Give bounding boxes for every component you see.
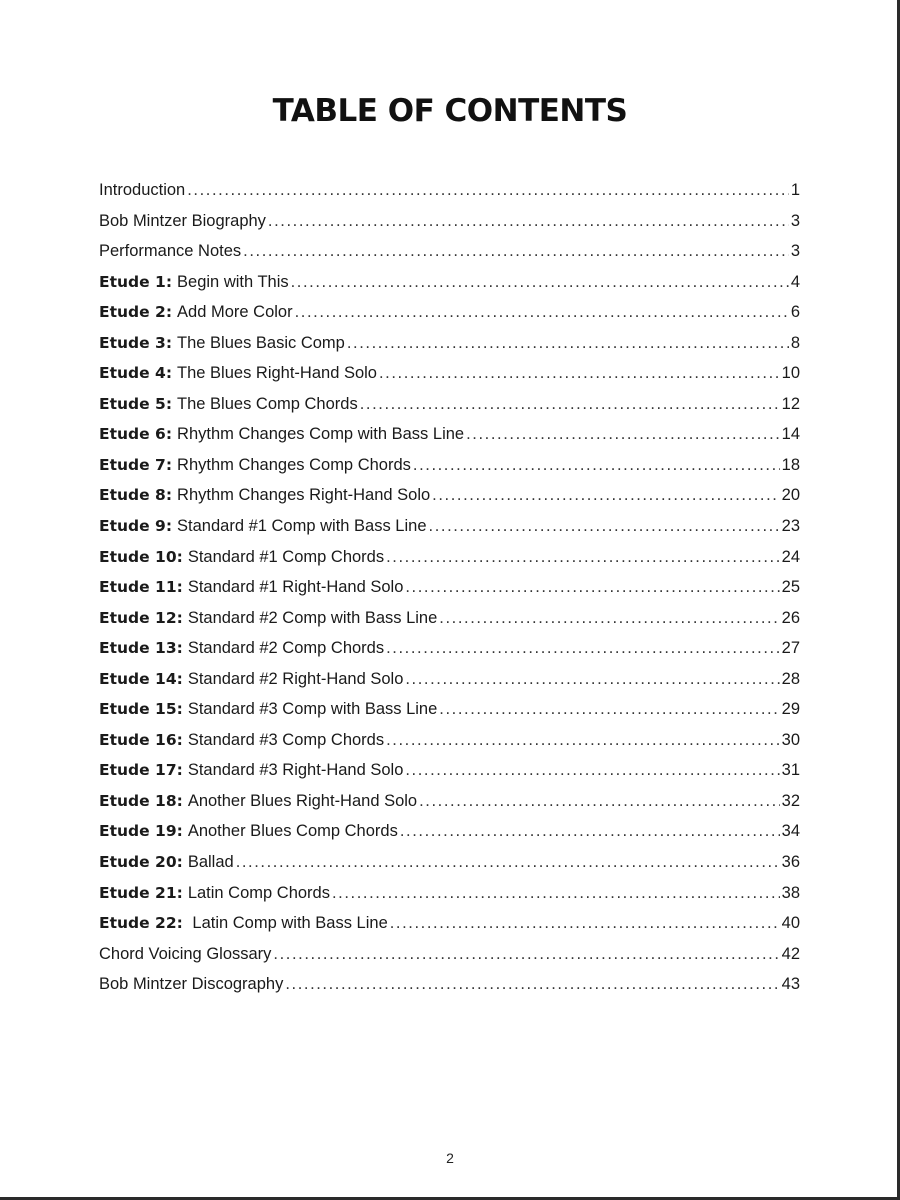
toc-dot-leader [413, 452, 780, 478]
toc-entry-label [99, 177, 185, 203]
toc-entry-page-number: 28 [781, 669, 800, 688]
toc-dot-leader [379, 360, 780, 386]
toc-entry[interactable] [99, 452, 800, 483]
toc-entry-label [99, 482, 430, 508]
toc-entry-title: Latin Comp with Bass Line [187, 914, 388, 933]
toc-entry-page-number: 30 [781, 730, 800, 749]
toc-entry-label [99, 421, 464, 447]
toc-entry[interactable] [99, 238, 800, 269]
toc-dot-leader [390, 910, 780, 936]
page-number: 2 [446, 1150, 454, 1166]
toc-entry-title: The Blues Basic Comp [177, 333, 345, 352]
toc-entry-label [99, 696, 437, 722]
toc-entry[interactable] [99, 727, 800, 758]
toc-entry-label [99, 849, 234, 875]
toc-entry-label [99, 452, 411, 478]
toc-dot-leader [243, 238, 789, 264]
toc-entry-etude-number: Etude 21: [99, 883, 183, 902]
toc-entry[interactable] [99, 208, 800, 239]
toc-entry[interactable] [99, 177, 800, 208]
toc-entry[interactable] [99, 971, 800, 1002]
toc-entry-etude-number: Etude 3: [99, 333, 173, 352]
toc-entry[interactable] [99, 849, 800, 880]
toc-dot-leader [187, 177, 789, 203]
toc-entry-etude-number: Etude 7: [99, 455, 173, 474]
toc-entry-title: The Blues Comp Chords [177, 394, 358, 413]
toc-entry-label [99, 513, 427, 539]
toc-entry-title: Begin with This [177, 272, 289, 291]
toc-entry-title: Another Blues Comp Chords [187, 822, 398, 841]
toc-entry-title: Standard #3 Right-Hand Solo [187, 761, 404, 780]
toc-entry-page-number: 32 [781, 791, 800, 810]
toc-entry-page-number: 40 [781, 914, 800, 933]
toc-entry-etude-number: Etude 13: [99, 639, 183, 658]
toc-entry[interactable] [99, 818, 800, 849]
toc-entry-page-number: 24 [781, 547, 800, 566]
toc-entry-etude-number: Etude 6: [99, 425, 173, 444]
toc-entry-page-number: 42 [781, 944, 800, 963]
toc-entry-page-number: 6 [790, 303, 800, 322]
toc-dot-leader [419, 788, 780, 814]
toc-entry-label [99, 910, 388, 936]
toc-entry-page-number: 26 [781, 608, 800, 627]
toc-entry-page-number: 36 [781, 853, 800, 872]
toc-entry-label [99, 360, 377, 386]
toc-entry-title: Another Blues Right-Hand Solo [187, 791, 418, 810]
toc-entry[interactable] [99, 482, 800, 513]
toc-entry-page-number: 18 [781, 455, 800, 474]
toc-entry-label [99, 269, 289, 295]
toc-entry-title: Standard #2 Comp with Bass Line [187, 608, 438, 627]
toc-entry[interactable] [99, 696, 800, 727]
toc-dot-leader [386, 727, 780, 753]
toc-entry-label [99, 635, 384, 661]
toc-entry-title: Add More Color [177, 303, 293, 322]
toc-entry-etude-number: Etude 12: [99, 608, 183, 627]
toc-entry-title: Rhythm Changes Comp Chords [177, 455, 411, 474]
toc-entry[interactable] [99, 941, 800, 972]
toc-entry-label [99, 544, 384, 570]
toc-entry-label [99, 727, 384, 753]
toc-entry-title: Standard #2 Right-Hand Solo [187, 669, 404, 688]
toc-entry-etude-number: Etude 5: [99, 394, 173, 413]
toc-entry[interactable] [99, 910, 800, 941]
toc-entry-page-number: 27 [781, 639, 800, 658]
toc-entry-page-number: 34 [781, 822, 800, 841]
toc-entry-title: Standard #3 Comp Chords [187, 730, 385, 749]
toc-entry[interactable] [99, 513, 800, 544]
toc-entry-etude-number: Etude 17: [99, 761, 183, 780]
toc-entry-label [99, 971, 283, 997]
toc-dot-leader [360, 391, 780, 417]
toc-entry-label [99, 391, 358, 417]
toc-entry-page-number: 43 [781, 975, 800, 994]
toc-entry-label [99, 605, 437, 631]
toc-dot-leader [291, 269, 789, 295]
toc-entry-etude-number: Etude 19: [99, 822, 183, 841]
toc-entry-label [99, 666, 403, 692]
toc-entry-page-number: 4 [790, 272, 800, 291]
toc-entry-title: Performance Notes [99, 242, 242, 261]
toc-entry-page-number: 8 [790, 333, 800, 352]
toc-entry-label [99, 757, 403, 783]
toc-entry-etude-number: Etude 22: [99, 914, 183, 933]
toc-entry[interactable] [99, 391, 800, 422]
toc-entry-etude-number: Etude 20: [99, 853, 183, 872]
toc-entry-page-number: 25 [781, 578, 800, 597]
toc-entry-title: Standard #1 Right-Hand Solo [187, 578, 404, 597]
toc-entry[interactable] [99, 788, 800, 819]
toc-dot-leader [332, 880, 780, 906]
toc-entry-title: Standard #2 Comp Chords [187, 639, 385, 658]
toc-entry[interactable] [99, 330, 800, 361]
toc-entry-title: Chord Voicing Glossary [99, 944, 272, 963]
toc-dot-leader [236, 849, 780, 875]
toc-entry-page-number: 31 [781, 761, 800, 780]
toc-dot-leader [273, 941, 779, 967]
toc-entry-title: Bob Mintzer Biography [99, 211, 266, 230]
toc-dot-leader [400, 818, 780, 844]
toc-entry-title: Standard #1 Comp Chords [187, 547, 385, 566]
toc-entry-label [99, 941, 271, 967]
toc-entry-etude-number: Etude 4: [99, 364, 173, 383]
toc-entry-page-number: 14 [781, 425, 800, 444]
toc-entry-etude-number: Etude 11: [99, 578, 183, 597]
toc-dot-leader [268, 208, 789, 234]
toc-entry-page-number: 1 [790, 181, 800, 199]
toc-dot-leader [432, 482, 779, 508]
page-title: TABLE OF CONTENTS [272, 93, 628, 129]
toc-dot-leader [295, 299, 789, 325]
toc-entry[interactable] [99, 574, 800, 605]
toc-entry-label [99, 330, 345, 356]
toc-entry-title: Introduction [99, 181, 186, 199]
toc-entry-etude-number: Etude 10: [99, 547, 183, 566]
toc-entry[interactable] [99, 544, 800, 575]
toc-dot-leader [347, 330, 789, 356]
toc-entry-title: Rhythm Changes Right-Hand Solo [177, 486, 431, 505]
toc-entry-label [99, 880, 330, 906]
toc-entry[interactable] [99, 299, 800, 330]
toc-dot-leader [466, 421, 780, 447]
toc-entry-label [99, 788, 417, 814]
toc-entry-page-number: 12 [781, 394, 800, 413]
toc-entry-title: Bob Mintzer Discography [99, 975, 284, 994]
toc-dot-leader [386, 635, 780, 661]
toc-entry-label [99, 208, 266, 234]
toc-entry-etude-number: Etude 15: [99, 700, 183, 719]
toc-dot-leader [439, 696, 779, 722]
toc-entry[interactable] [99, 605, 800, 636]
toc-entry-label [99, 818, 398, 844]
toc-entry-etude-number: Etude 8: [99, 486, 173, 505]
toc-entry-etude-number: Etude 18: [99, 791, 183, 810]
toc-entry[interactable] [99, 360, 800, 391]
toc-entry[interactable] [99, 880, 800, 911]
toc-entry[interactable] [99, 269, 800, 300]
toc-dot-leader [405, 757, 779, 783]
toc-entry-label [99, 238, 241, 264]
toc-dot-leader [429, 513, 780, 539]
toc-entry-label [99, 574, 403, 600]
toc-dot-leader [285, 971, 779, 997]
toc-dot-leader [405, 666, 779, 692]
toc-entry-page-number: 3 [790, 211, 800, 230]
toc-entry-label [99, 299, 293, 325]
toc-entry[interactable] [99, 635, 800, 666]
toc-entry-page-number: 23 [781, 517, 800, 536]
toc-entry-title: Standard #3 Comp with Bass Line [187, 700, 438, 719]
toc-entry[interactable] [99, 666, 800, 697]
toc-entry-page-number: 3 [790, 242, 800, 261]
toc-entry-page-number: 38 [781, 883, 800, 902]
toc-entry-etude-number: Etude 1: [99, 272, 173, 291]
toc-entry-etude-number: Etude 14: [99, 669, 183, 688]
toc-entry-etude-number: Etude 2: [99, 303, 173, 322]
toc-entry-title: Standard #1 Comp with Bass Line [177, 517, 427, 536]
toc-dot-leader [439, 605, 779, 631]
toc-entry-title: Latin Comp Chords [187, 883, 330, 902]
table-of-contents [99, 177, 800, 1002]
toc-entry[interactable] [99, 421, 800, 452]
toc-dot-leader [386, 544, 780, 570]
toc-entry-title: Rhythm Changes Comp with Bass Line [177, 425, 465, 444]
toc-entry-page-number: 10 [781, 364, 800, 383]
toc-entry[interactable] [99, 757, 800, 788]
toc-entry-etude-number: Etude 16: [99, 730, 183, 749]
toc-entry-page-number: 29 [781, 700, 800, 719]
toc-entry-page-number: 20 [781, 486, 800, 505]
toc-entry-title: The Blues Right-Hand Solo [177, 364, 377, 383]
toc-entry-title: Ballad [187, 853, 234, 872]
toc-entry-etude-number: Etude 9: [99, 517, 173, 536]
toc-dot-leader [405, 574, 779, 600]
